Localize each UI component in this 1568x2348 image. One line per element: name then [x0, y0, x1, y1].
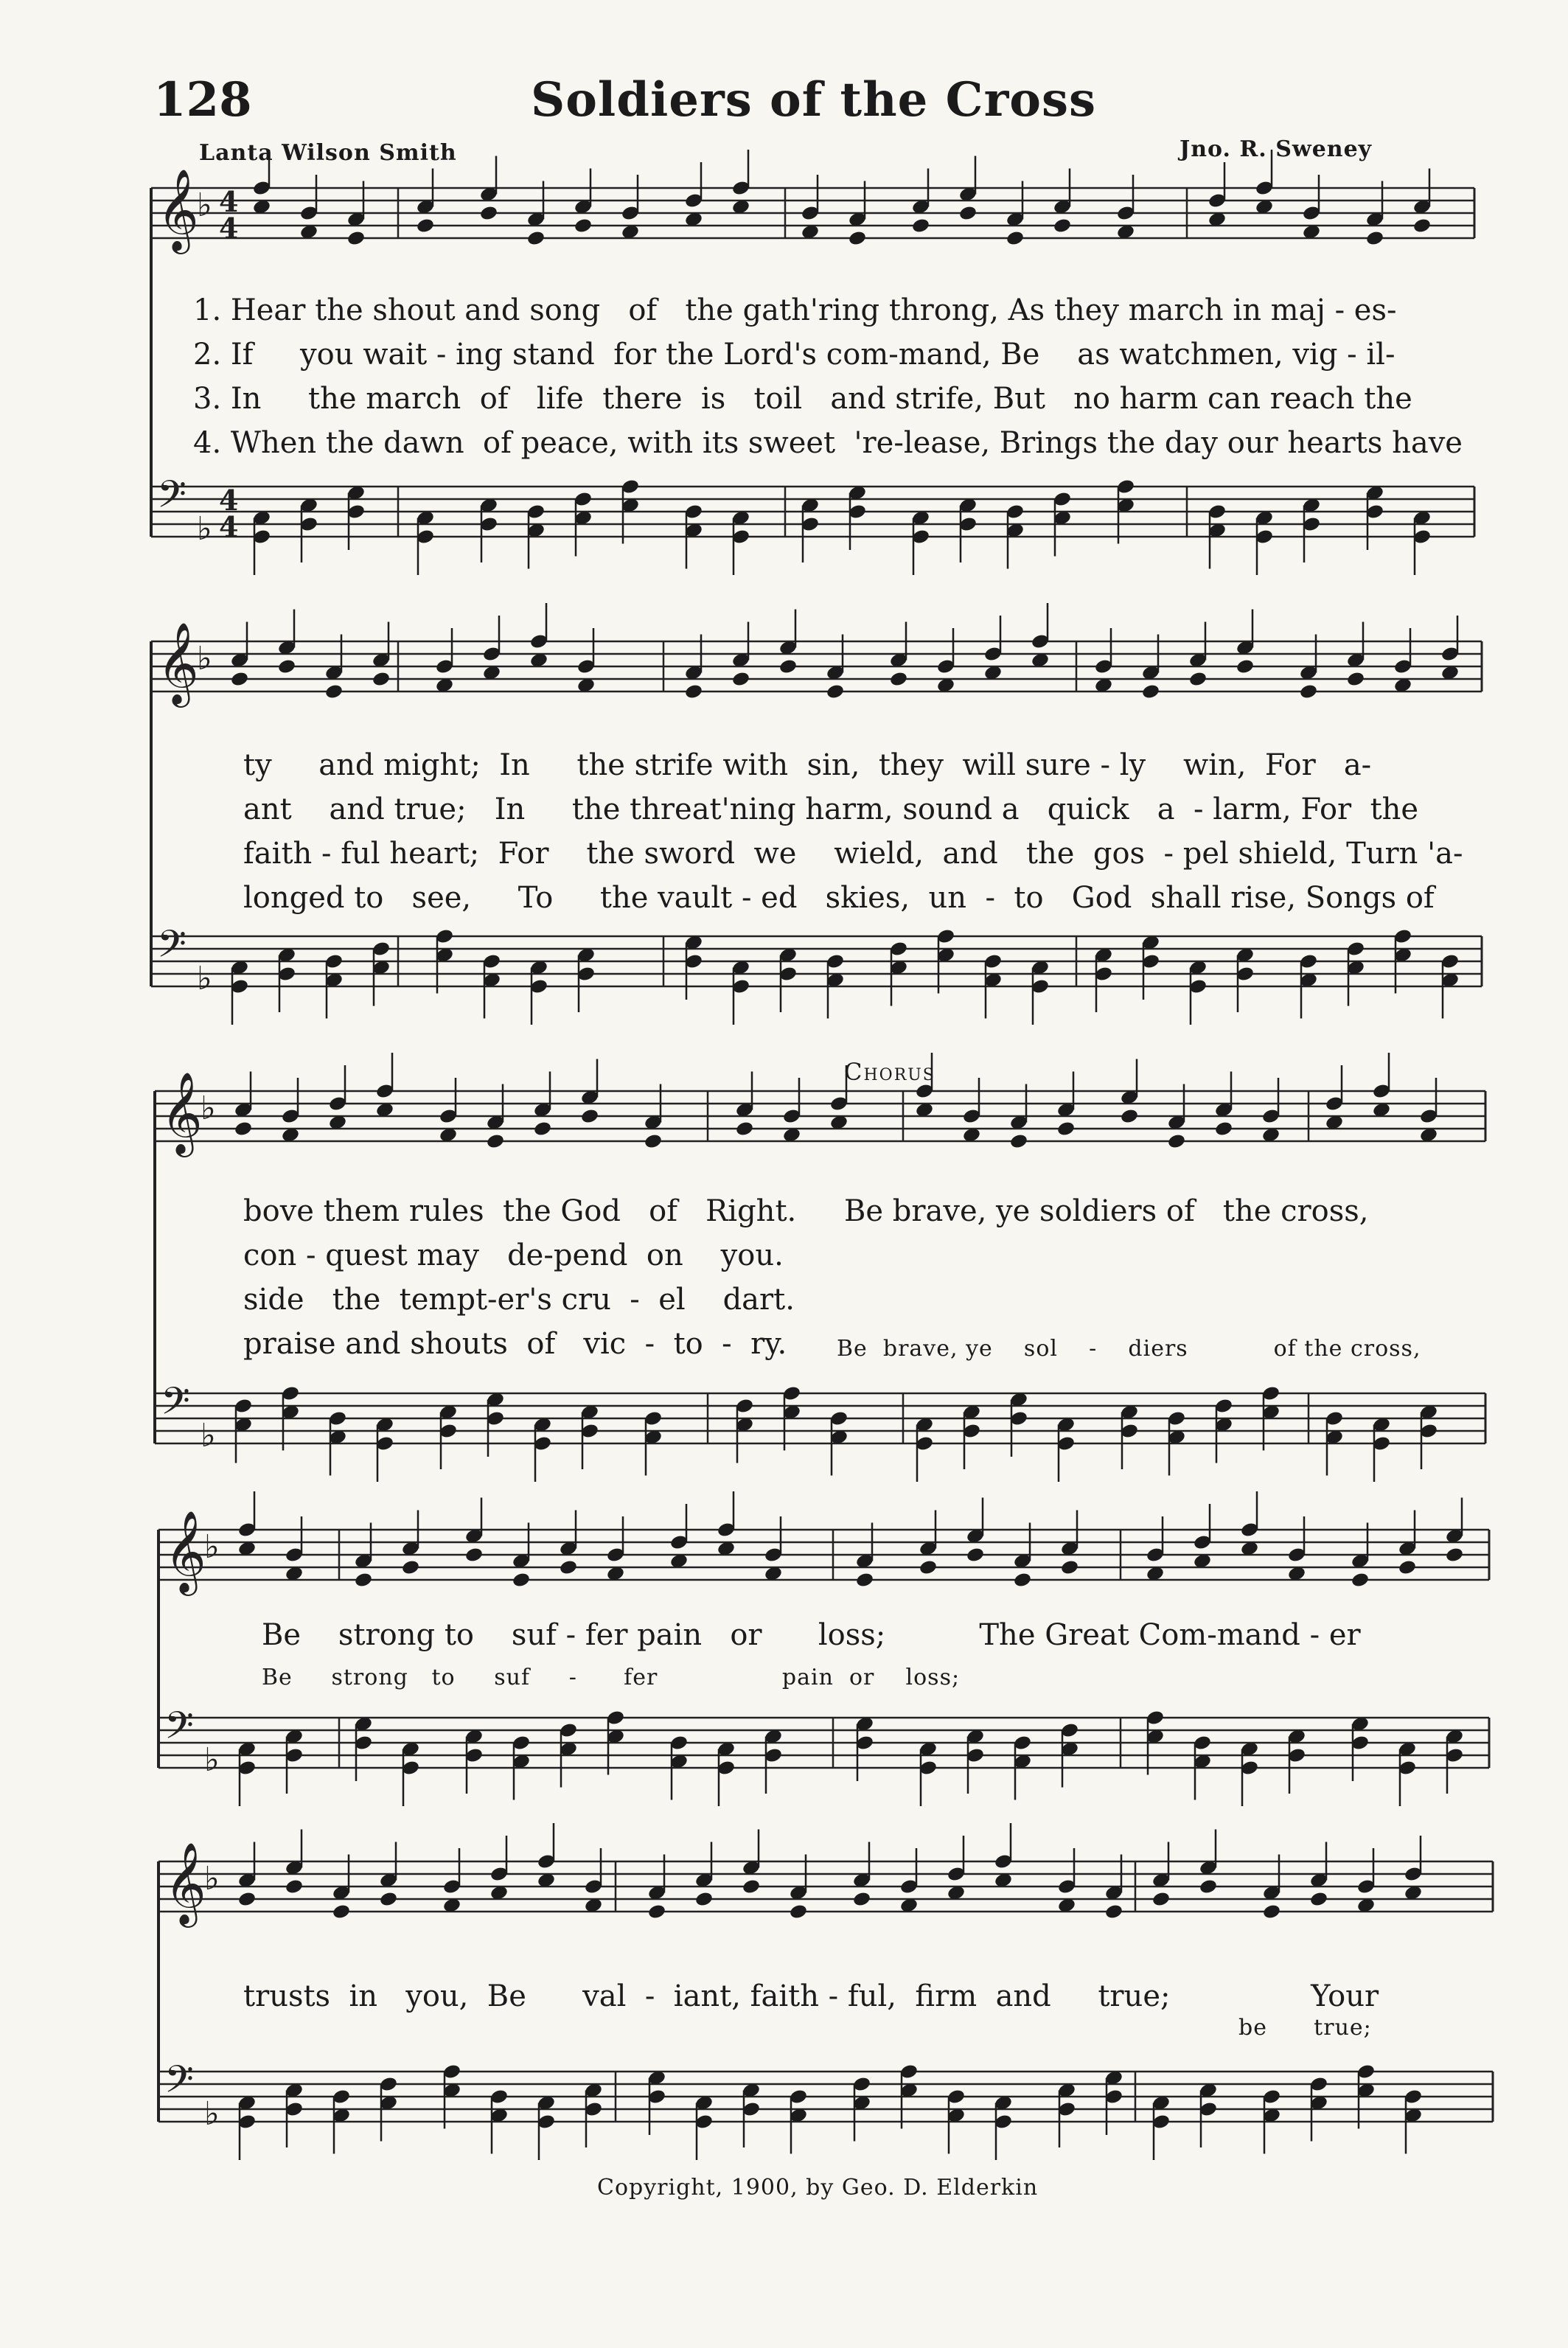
note-head	[237, 1891, 257, 1908]
composer-credit: Jno. R. Sweney	[1180, 136, 1373, 162]
note-head	[533, 1121, 552, 1138]
verse-4-line-2: longed to see, To the vault - ed skies, un - to God shall rise, Songs of	[243, 881, 1435, 915]
note-head	[1309, 1891, 1328, 1908]
note-head	[1104, 1903, 1123, 1920]
note-head	[644, 1133, 663, 1150]
time-signature-bottom: 4	[219, 510, 239, 543]
verse-1-line-1: 1. Hear the shout and song of the gath'ring throng, As they march in maj - es-	[193, 293, 1397, 327]
note-head	[647, 1903, 666, 1920]
note-head	[1056, 1121, 1076, 1138]
chorus-label: Chorus	[844, 1058, 935, 1086]
chorus-line-3: trusts in you, Be val - iant, faith - ful, firm and true; Your	[243, 1979, 1379, 2013]
verse-1-line-3: bove them rules the God of Right.	[243, 1194, 797, 1228]
note-head	[372, 671, 391, 688]
flat-icon: ♭	[204, 1528, 220, 1566]
note-head	[911, 217, 930, 234]
verse-3-line-3: side the tempt-er's cru - el dart.	[243, 1283, 795, 1317]
time-signature-top: 4	[219, 185, 239, 218]
note-head	[848, 230, 867, 247]
note-head	[1299, 683, 1318, 700]
note-head	[684, 683, 703, 700]
hymn-title: Soldiers of the Cross	[531, 72, 1097, 128]
verse-3-line-2: faith - ful heart; For the sword we wield, and the gos - pel shield, Turn 'a-	[243, 837, 1463, 871]
note-head	[889, 671, 908, 688]
verse-4-line-3: praise and shouts of vic - to - ry.	[243, 1327, 787, 1361]
note-head	[966, 1547, 985, 1564]
note-head	[285, 1878, 304, 1895]
verse-1-line-2: ty and might; In the strife with sin, they will sure - ly win, For a-	[243, 748, 1372, 782]
note-head	[1398, 1559, 1417, 1576]
treble-clef-icon: 𝄞	[161, 1071, 203, 1154]
note-head	[346, 230, 366, 247]
note-head	[1141, 683, 1160, 700]
note-head	[789, 1903, 808, 1920]
note-head	[731, 671, 750, 688]
verse-2-line-1: 2. If you wait - ing stand for the Lord's com-mand, Be as watchmen, vig - il-	[193, 338, 1395, 372]
note-head	[919, 1559, 938, 1576]
note-head	[1053, 217, 1072, 234]
note-head	[694, 1891, 714, 1908]
flat-icon: ♭	[204, 1741, 220, 1779]
bass-clef-icon: 𝄢	[161, 1379, 190, 1432]
note-head	[778, 658, 798, 675]
flat-icon: ♭	[204, 1860, 220, 1898]
note-head	[958, 205, 978, 222]
treble-clef-icon: 𝄞	[164, 1842, 206, 1924]
note-head	[512, 1572, 531, 1589]
note-head	[735, 1121, 754, 1138]
flat-icon: ♭	[201, 1090, 216, 1127]
note-head	[526, 230, 546, 247]
note-head	[332, 1903, 351, 1920]
time-signature-top: 4	[219, 484, 239, 517]
flat-icon: ♭	[197, 960, 212, 997]
note-head	[234, 1121, 253, 1138]
note-head	[1120, 1108, 1139, 1125]
bass-clef-icon: 𝄢	[164, 2057, 194, 2111]
note-head	[401, 1559, 420, 1576]
flat-icon: ♭	[204, 2095, 220, 2133]
lyricist-credit: Lanta Wilson Smith	[199, 140, 457, 166]
chorus-bass-text-2: Be strong to suf - fer pain or loss;	[262, 1665, 961, 1690]
note-head	[464, 1547, 484, 1564]
treble-clef-icon: 𝄞	[157, 621, 199, 704]
page-number: 128	[153, 72, 252, 128]
note-head	[379, 1891, 398, 1908]
note-head	[479, 205, 498, 222]
note-head	[354, 1572, 373, 1589]
copyright-notice: Copyright, 1900, by Geo. D. Elderkin	[597, 2175, 1039, 2201]
note-head	[1151, 1891, 1171, 1908]
note-head	[1060, 1559, 1079, 1576]
note-head	[416, 217, 435, 234]
verse-3-line-1: 3. In the march of life there is toil and strife, But no harm can reach the	[193, 382, 1412, 416]
note-head	[1188, 671, 1208, 688]
note-head	[1236, 658, 1255, 675]
note-head	[277, 658, 296, 675]
chorus-line-1: Be brave, ye soldiers of the cross,	[844, 1194, 1369, 1228]
flat-icon: ♭	[197, 510, 212, 548]
note-head	[852, 1891, 871, 1908]
note-head	[742, 1878, 761, 1895]
verse-2-line-3: con - quest may de-pend on you.	[243, 1239, 784, 1272]
note-head	[1412, 217, 1432, 234]
flat-icon: ♭	[201, 1417, 216, 1455]
flat-icon: ♭	[197, 187, 212, 224]
verse-4-line-1: 4. When the dawn of peace, with its sweet 're-lease, Brings the day our hearts have	[193, 426, 1463, 460]
chorus-bass-text-3: be true;	[1238, 2015, 1372, 2041]
treble-clef-icon: 𝄞	[157, 168, 199, 251]
treble-clef-icon: 𝄞	[164, 1510, 206, 1592]
note-head	[580, 1108, 599, 1125]
note-head	[324, 683, 344, 700]
note-head	[1167, 1133, 1186, 1150]
note-head	[230, 671, 249, 688]
note-head	[1009, 1133, 1028, 1150]
note-head	[1214, 1121, 1233, 1138]
note-head	[1199, 1878, 1218, 1895]
note-head	[855, 1572, 874, 1589]
chorus-line-2: Be strong to suf - fer pain or loss; The Great Com-mand - er	[262, 1618, 1361, 1652]
bass-clef-icon: 𝄢	[157, 472, 187, 526]
note-head	[1013, 1572, 1032, 1589]
note-head	[1346, 671, 1365, 688]
note-head	[1262, 1903, 1281, 1920]
note-head	[826, 683, 845, 700]
bass-clef-icon: 𝄢	[164, 1703, 194, 1757]
note-head	[1365, 230, 1384, 247]
flat-icon: ♭	[197, 640, 212, 677]
note-head	[574, 217, 593, 234]
note-head	[486, 1133, 505, 1150]
time-signature-bottom: 4	[219, 212, 239, 245]
note-head	[559, 1559, 578, 1576]
verse-2-line-2: ant and true; In the threat'ning harm, sound a quick a - larm, For the	[243, 792, 1419, 826]
note-head	[1006, 230, 1025, 247]
note-head	[1351, 1572, 1370, 1589]
bass-clef-icon: 𝄢	[157, 922, 187, 975]
note-head	[1445, 1547, 1464, 1564]
chorus-bass-text-1: Be brave, ye sol - diers of the cross,	[837, 1336, 1421, 1362]
